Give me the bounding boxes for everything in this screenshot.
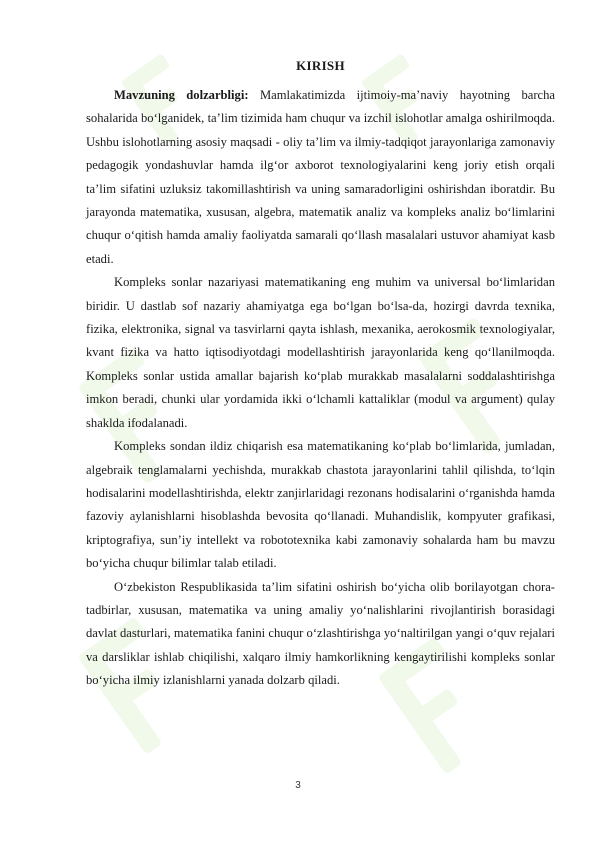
paragraph-relevance <box>86 84 555 271</box>
paragraph-complex-numbers <box>86 271 555 435</box>
paragraph-text: O‘zbekiston Respublikasida ta’lim sifatini oshirish bo‘yicha olib borilayotgan chora-tadbirlar, xususan, matematika va uning amaliy yo‘nalishlarini rivojlantirish borasidagi davlat dasturlari, matematika fanini chuqur o‘zlashtirishga yo‘naltirilgan yangi o‘quv rejalari va darsliklar ishlab chiqilishi, xalqaro ilmiy hamkorlikning kengaytirilishi kompleks sonlar bo‘yicha ilmiy izlanishlarni yanada dolzarb qiladi. <box>86 579 555 688</box>
paragraph-education-policy <box>86 576 555 693</box>
document-page <box>86 56 555 693</box>
page-number: 3 <box>295 780 301 791</box>
paragraph-text: Kompleks sondan ildiz chiqarish esa matematikaning ko‘plab bo‘limlarida, jumladan, algebraik tenglamalarni yechishda, murakkab chastota jarayonlarini tahlil qilishda, to‘lqin hodisalarini modellashtirishda, elektr zanjirlaridagi rezonans hodisalarini o‘rganishda hamda fazoviy aylanishlarni hisoblashda bevosita qo‘llanadi. Muhandislik, kompyuter grafikasi, kriptografiya, sun’iy intellekt va robototexnika kabi zamonaviy sohalarda ham bu mavzu bo‘yicha chuqur bilimlar talab etiladi. <box>86 439 555 571</box>
paragraph-root-extraction <box>86 435 555 575</box>
paragraph-lead: Mavzuning dolzarbligi: <box>114 88 249 102</box>
paragraph-text: Mamlakatimizda ijtimoiy-ma’naviy hayotning barcha sohalarida bo‘lganidek, ta’lim tizimida ham chuqur va izchil islohotlar amalga oshirilmoqda. Ushbu islohotlarning asosiy maqsadi - oliy ta’lim va ilmiy-tadqiqot jarayonlariga zamonaviy pedagogik yondashuvlar hamda ilg‘or axborot texnologiyalarini keng joriy etish orqali ta’lim sifatini uzluksiz takomillashtirish va uning samaradorligini oshirishdan iboratdir. Bu jarayonda matematika, xususan, algebra, matematik analiz va kompleks analiz bo‘limlarini chuqur o‘qitish hamda amaliy faoliyatda samarali qo‘llash masalalari ustuvor ahamiyat kasb etadi. <box>86 88 556 266</box>
paragraph-text: Kompleks sonlar nazariyasi matematikaning eng muhim va universal bo‘limlaridan biridir. U dastlab sof nazariy ahamiyatga ega bo‘lgan bo‘lsa-da, hozirgi davrda texnika, fizika, elektronika, signal va tasvirlarni qayta ishlash, mexanika, aerokosmik texnologiyalar, kvant fizika va hatto iqtisodiyotdagi modellashtirish jarayonlarida keng qo‘llanilmoqda. Kompleks sonlar ustida amallar bajarish ko‘plab murakkab masalalarni soddalashtirishga imkon beradi, chunki ular yordamida ikki o‘lchamli kattaliklar (modul va argument) qulay shaklda ifodalanadi. <box>86 275 555 430</box>
page-title: KIRISH <box>296 58 345 73</box>
